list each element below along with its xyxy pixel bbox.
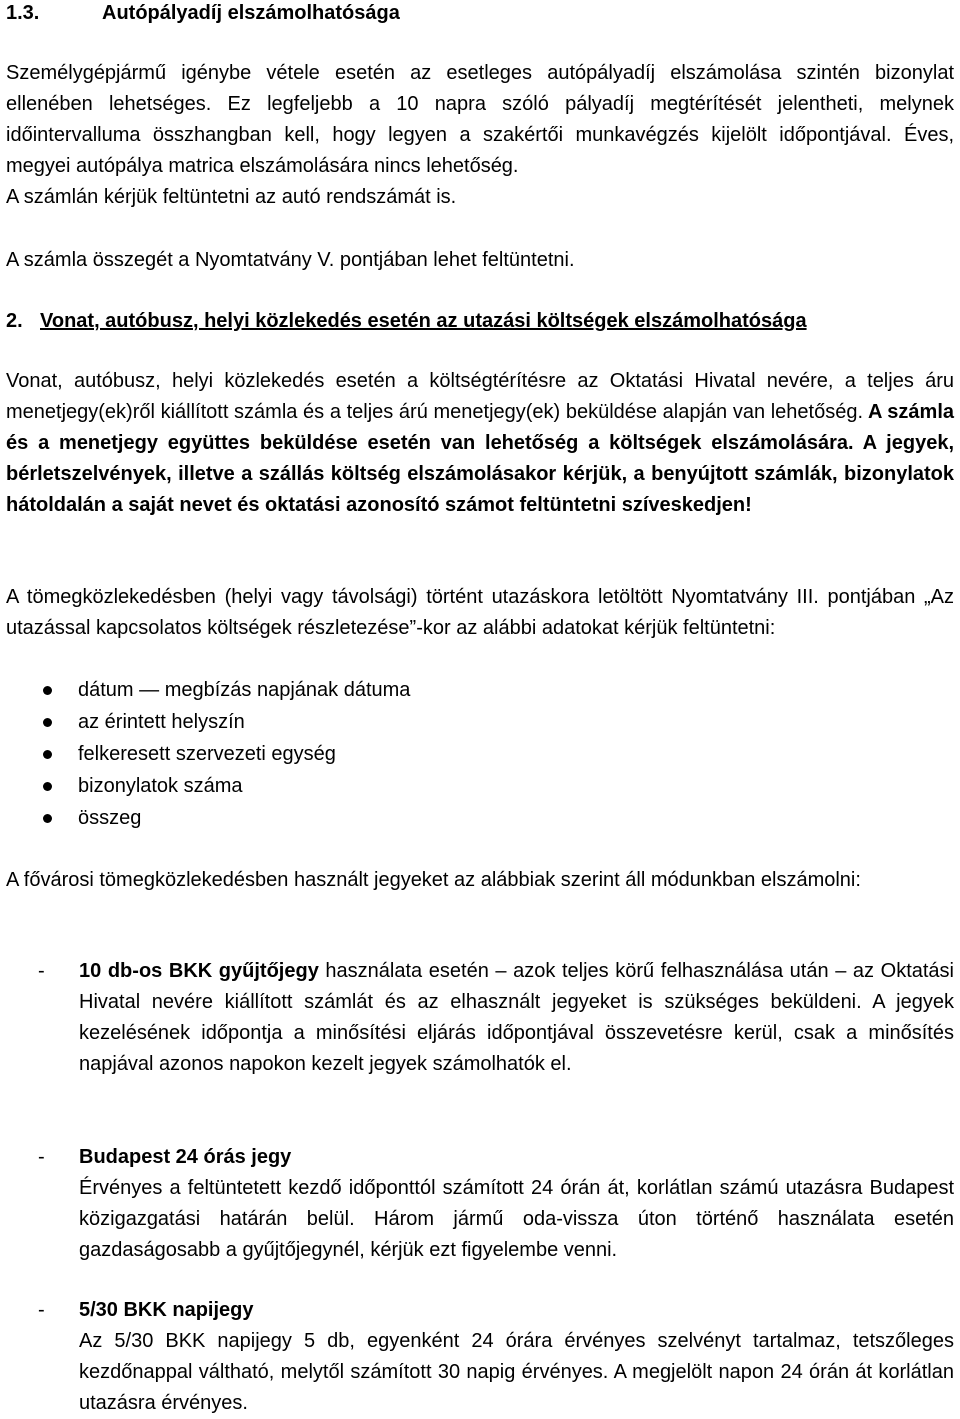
gyujtojegy-text: használata esetén – azok teljes körű felhasználása után – az Oktatási Hivatal nevére kiállított számlát és az elhasznált jegyeket is szükséges beküldeni. A jegyek kezelésének időpontja a minősítési eljárás időpontjával összevetésre kerül, csak a minősítés napjával azonos napokon kezelt jegyek számolhatók el. [79, 960, 954, 1075]
item-napijegy-title: 5/30 BKK napijegy [79, 1299, 254, 1321]
section-1-3-paragraph [6, 58, 954, 213]
section-2-paragraph-2 [6, 582, 954, 644]
section-2-title: Vonat, autóbusz, helyi közlekedés esetén az utazási költségek elszámolhatósága [40, 310, 807, 332]
paragraph-vonat-bold: A számla és a menetjegy együttes beküldése esetén van lehetőség a költségek elszámolására. A jegyek, bérletszelvények, illetve a szállás költség elszámolásakor kérjük, a benyújtott számlák, bizonylatok hátoldalán a saját nevet és oktatási azonosító számot feltüntetni szíveskedjen! [6, 401, 954, 516]
item-24-oras-text: Érvényes a feltüntetett kezdő időponttól számított 24 órán át, korlátlan számú utazásra Budapest közigazgatási határán belül. Három jármű oda-vissza úton történő használata esetén gazdaságosabb a gyűjtőjegynél, kérjük ezt figyelembe venni. [79, 1177, 954, 1261]
gyujtojegy-title: 10 db-os BKK gyűjtőjegy [79, 960, 319, 982]
dash-item-24-oras [6, 1142, 954, 1266]
section-2-number: 2. [6, 310, 23, 332]
list-item: dátum — megbízás napjának dátuma [6, 674, 954, 706]
dash-marker: - [38, 1146, 45, 1168]
bullet-icon [43, 782, 52, 791]
dash-item-gyujtojegy [6, 956, 954, 1080]
bullet-icon [43, 750, 52, 759]
list-item: bizonylatok száma [6, 770, 954, 802]
section-2-paragraph-3 [6, 865, 954, 896]
dash-marker: - [38, 1299, 45, 1321]
section-1-3-paragraph-2 [6, 245, 954, 276]
list-item: összeg [6, 802, 954, 834]
bullet-list [6, 674, 954, 834]
dash-item-napijegy [6, 1295, 954, 1419]
paragraph-rendszam: A számlán kérjük feltüntetni az autó rendszámát is. [6, 186, 457, 208]
list-item: felkeresett szervezeti egység [6, 738, 954, 770]
section-2-paragraph-1 [6, 366, 954, 521]
bullet-icon [43, 718, 52, 727]
paragraph-tomegkozlekedes: A tömegközlekedésben (helyi vagy távolsági) történt utazáskora letöltött Nyomtatvány III. pontjában „Az utazással kapcsolatos költségek részletezése”-kor az alábbi adatokat kérjük feltüntetni: [6, 586, 954, 639]
section-1-3-number: 1.3. [6, 2, 40, 24]
item-24-oras-title: Budapest 24 órás jegy [79, 1146, 292, 1168]
item-napijegy-text: Az 5/30 BKK napijegy 5 db, egyenként 24 órára érvényes szelvényt tartalmaz, tetszőleges kezdőnappal váltható, melytől számított 30 napig érvényes. A megjelölt napon 24 órán át korlátlan utazásra érvényes. [79, 1330, 954, 1414]
section-1-3-heading [6, 0, 400, 26]
paragraph-vonat-normal: Vonat, autóbusz, helyi közlekedés esetén a költségtérítésre az Oktatási Hivatal nevére, a teljes áru menetjegy(ek)ről kiállított számla és a teljes árú menetjegy(ek) beküldése alapján van lehetőség. [6, 370, 954, 423]
paragraph-szamla-osszeg: A számla összegét a Nyomtatvány V. pontjában lehet feltüntetni. [6, 249, 575, 271]
list-item: az érintett helyszín [6, 706, 954, 738]
bullet-icon [43, 814, 52, 823]
dash-marker: - [38, 960, 45, 982]
section-2-heading [6, 306, 954, 337]
paragraph-fovarosi: A fővárosi tömegközlekedésben használt jegyeket az alábbiak szerint áll módunkban elszámolni: [6, 869, 861, 891]
section-1-3-title: Autópályadíj elszámolhatósága [102, 2, 400, 24]
bullet-icon [43, 686, 52, 695]
paragraph-autopalya: Személygépjármű igénybe vétele esetén az esetleges autópályadíj elszámolása szintén bizonylat ellenében lehetséges. Ez legfeljebb a 10 napra szóló pályadíj megtérítését jelentheti, melynek időintervalluma összhangban kell, hogy legyen a szakértői munkavégzés kijelölt időpontjával. Éves, megyei autópálya matrica elszámolására nincs lehetőség. [6, 62, 954, 177]
